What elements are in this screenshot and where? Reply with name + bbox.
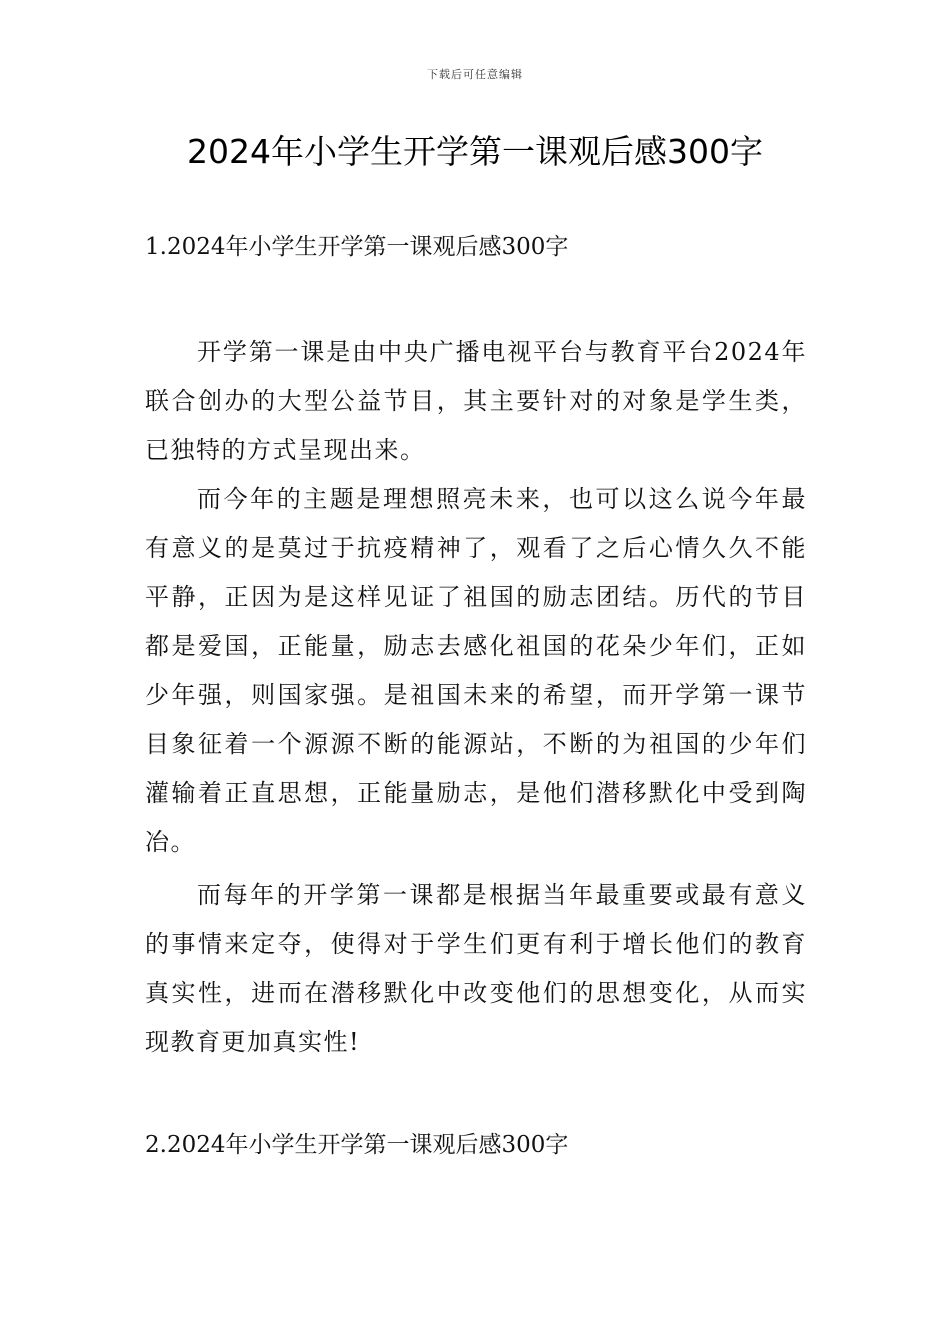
section-1-paragraph-1: 开学第一课是由中央广播电视平台与教育平台2024年联合创办的大型公益节目，其主要针对的对象是学生类，已独特的方式呈现出来。 (145, 338, 807, 464)
section-1-paragraph-3: 而每年的开学第一课都是根据当年最重要或最有意义的事情来定夺，使得对于学生们更有利于增长他们的教育真实性，进而在潜移默化中改变他们的思想变化，从而实现教育更加真实性! (145, 881, 807, 1056)
header-note: 下载后可任意编辑 (427, 68, 523, 81)
document-title: 2024年小学生开学第一课观后感300字 (187, 132, 763, 171)
section-heading-2: 2.2024年小学生开学第一课观后感300字 (145, 1132, 569, 1158)
section-heading-1: 1.2024年小学生开学第一课观后感300字 (145, 234, 569, 260)
section-1-paragraph-2: 而今年的主题是理想照亮未来，也可以这么说今年最有意义的是莫过于抗疫精神了，观看了之后心情久久不能平静，正因为是这样见证了祖国的励志团结。历代的节目都是爱国，正能量，励志去感化祖国的花朵少年们，正如少年强，则国家强。是祖国未来的希望，而开学第一课节目象征着一个源源不断的能源站，不断的为祖国的少年们灌输着正直思想，正能量励志，是他们潜移默化中受到陶冶。 (145, 485, 807, 856)
